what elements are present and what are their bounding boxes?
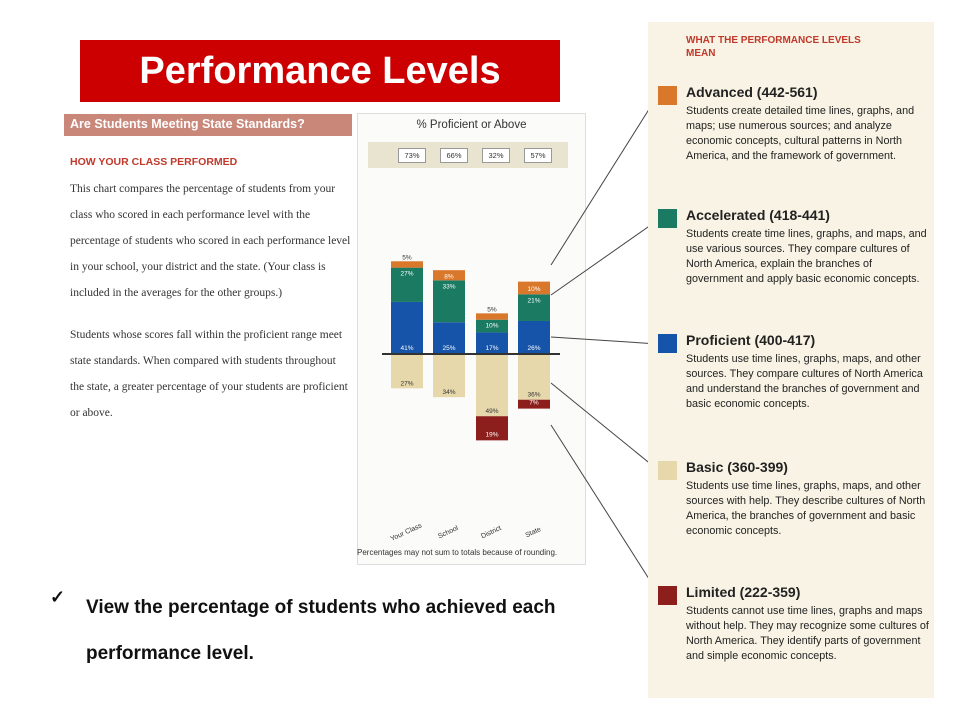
panel-paragraph-2: Students whose scores fall within the proficient range meet state standards. When compared with students throughout the state, a greater percentage of your students are proficient or above. xyxy=(70,329,348,419)
label-basic-school: 34% xyxy=(442,389,456,397)
label-proficient-state: 26% xyxy=(527,345,541,352)
bullet-text: View the percentage of students who achieved each performance level. xyxy=(86,597,556,664)
category-label-school: School xyxy=(437,524,460,541)
label-proficient-your-class: 41% xyxy=(400,345,414,352)
panel-paragraph-1: This chart compares the percentage of students from your class who scored in each performance level with the percentage of students who scored in each performance level in your school, your district and the state. (Your class is included in the averages for the other groups.) xyxy=(70,183,351,299)
label-accelerated-your-class: 27% xyxy=(400,270,414,278)
level-title: Accelerated (418-441) xyxy=(686,207,830,223)
accelerated-swatch xyxy=(658,209,677,228)
level-description: Students create time lines, graphs, and maps, and use various sources. They compare cultures of North America, explain the branches of government and apply basic economic concepts. xyxy=(686,228,927,285)
label-advanced-state: 10% xyxy=(527,285,541,293)
label-accelerated-school: 33% xyxy=(442,283,456,291)
level-title: Limited (222-359) xyxy=(686,584,801,600)
connector-proficient xyxy=(551,337,658,344)
label-basic-your-class: 27% xyxy=(400,380,414,388)
advanced-swatch xyxy=(658,86,677,105)
pct-cell-state: 57% xyxy=(524,148,552,163)
label-basic-state: 36% xyxy=(527,391,541,399)
category-label-your-class: Your Class xyxy=(389,522,424,543)
panel-subhead: HOW YOUR CLASS PERFORMED xyxy=(70,156,238,168)
label-advanced-your-class: 5% xyxy=(402,254,412,262)
level-title: Advanced (442-561) xyxy=(686,84,818,100)
page-title: Performance Levels xyxy=(80,40,560,102)
label-basic-district: 49% xyxy=(485,408,499,416)
connector-basic xyxy=(551,383,658,470)
label-advanced-district: 5% xyxy=(487,306,497,314)
label-proficient-district: 17% xyxy=(485,345,499,352)
level-description: Students use time lines, graphs, maps, and other sources. They compare cultures of North America and understand the branches of government and basic economic concepts. xyxy=(686,353,923,410)
level-title: Basic (360-399) xyxy=(686,459,788,475)
category-label-state: State xyxy=(524,526,543,540)
legend-panel xyxy=(648,22,934,698)
connector-advanced xyxy=(551,95,658,265)
level-title: Proficient (400-417) xyxy=(686,332,816,348)
pct-cell-school: 66% xyxy=(440,148,468,163)
connector-accelerated xyxy=(551,220,658,295)
chart-title: % Proficient or Above xyxy=(416,119,527,131)
checkmark-icon: ✓ xyxy=(50,587,66,607)
label-accelerated-state: 21% xyxy=(527,297,541,305)
legend-header: WHAT THE PERFORMANCE LEVELS MEAN xyxy=(686,35,861,59)
proficient-swatch xyxy=(658,334,677,353)
pct-cell-your-class: 73% xyxy=(398,148,426,163)
label-advanced-school: 8% xyxy=(444,273,454,281)
chart-footnote: Percentages may not sum to totals because of rounding. xyxy=(357,548,558,557)
label-proficient-school: 25% xyxy=(442,345,456,352)
pct-cell-district: 32% xyxy=(482,148,510,163)
level-description: Students use time lines, graphs, maps, and other sources with help. They describe cultures of North America, the branches of government and basic economic concepts. xyxy=(686,480,926,537)
panel-header: Are Students Meeting State Standards? xyxy=(64,114,352,136)
basic-swatch xyxy=(658,461,677,480)
level-description: Students create detailed time lines, graphs, and maps; use numerous sources; and analyze economic concepts, cultural patterns in North America, and the framework of government. xyxy=(686,105,915,162)
limited-swatch xyxy=(658,586,677,605)
label-limited-state: 7% xyxy=(529,399,539,407)
label-limited-district: 19% xyxy=(485,431,499,439)
label-accelerated-district: 10% xyxy=(485,322,499,330)
connector-limited xyxy=(551,425,658,593)
category-label-district: District xyxy=(480,524,503,541)
level-description: Students cannot use time lines, graphs and maps without help. They may recognize some cultures of North America. They identify parts of government and simple economic concepts. xyxy=(686,605,929,662)
